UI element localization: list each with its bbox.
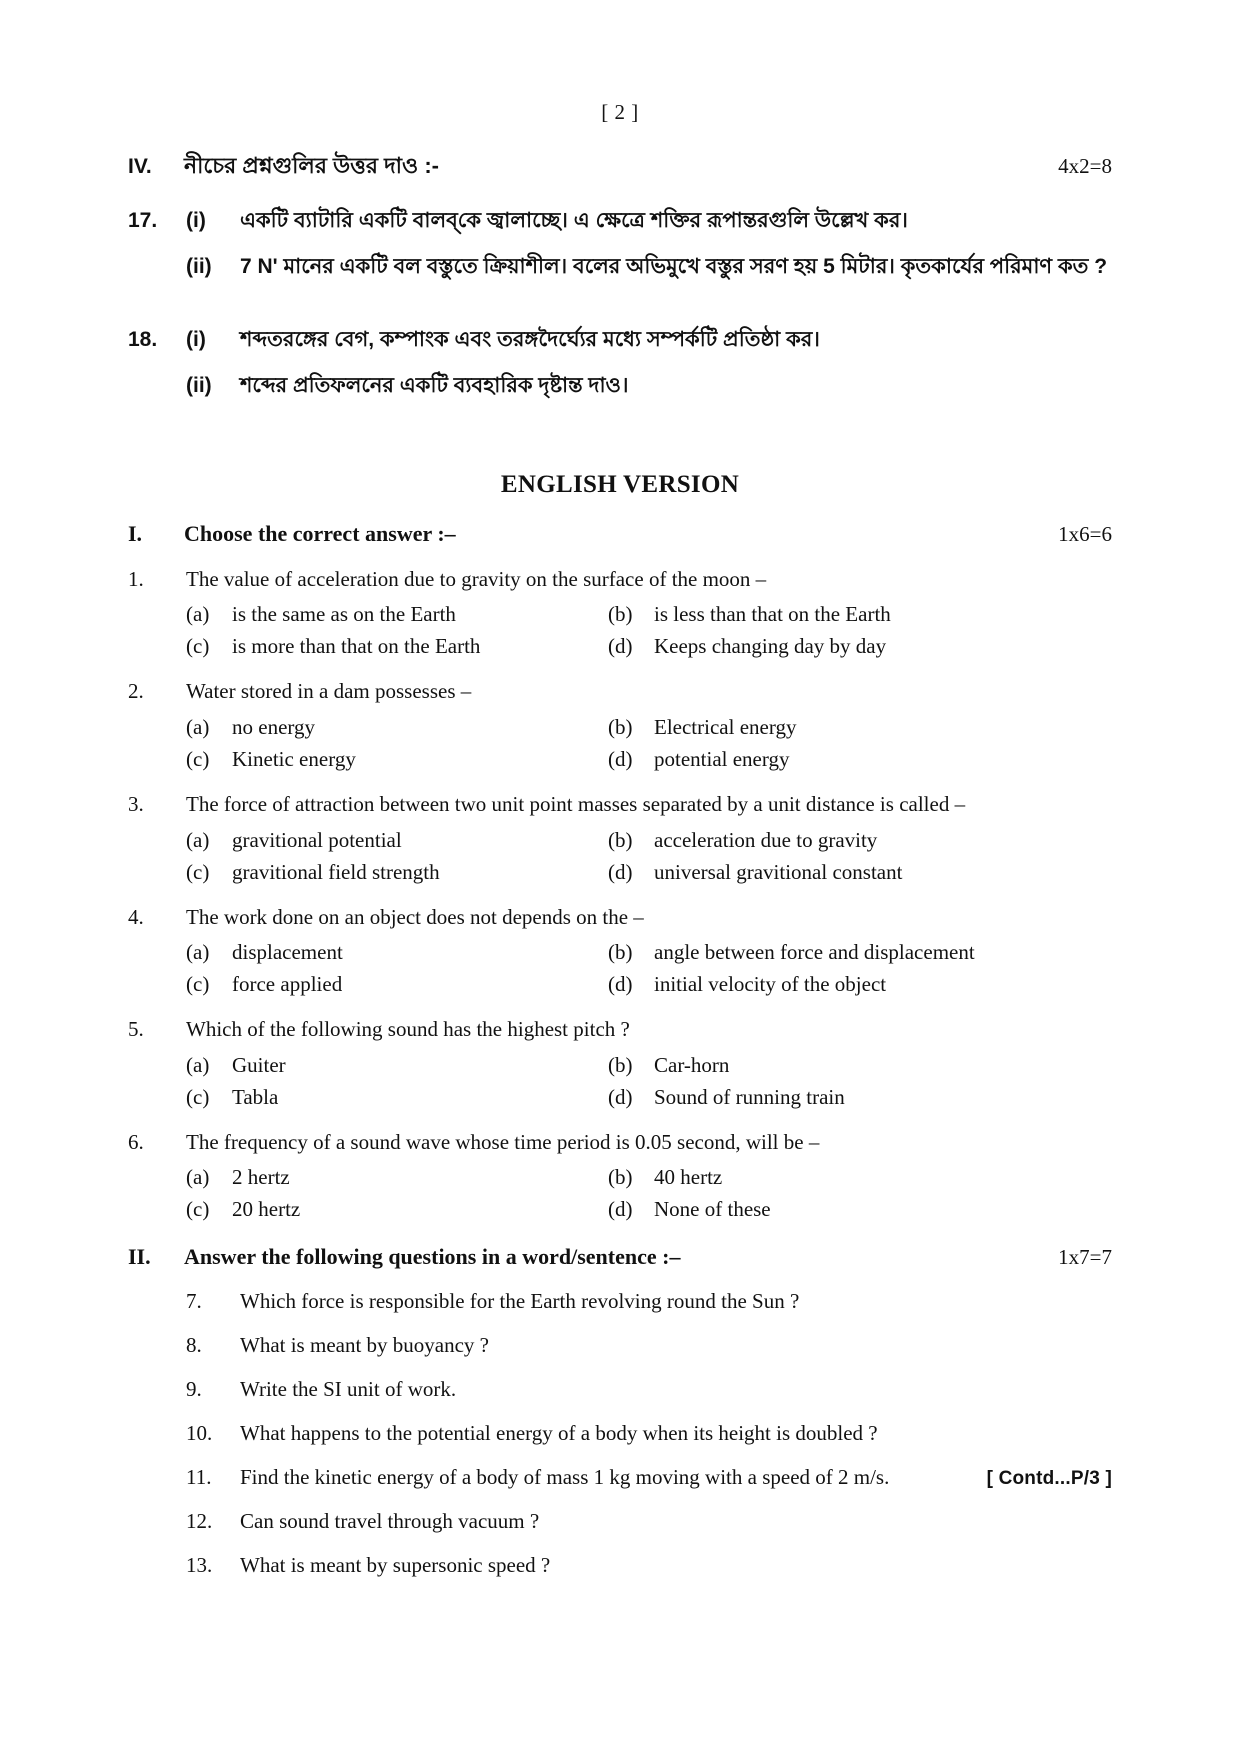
option-label: gravitional field strength (232, 859, 440, 884)
options-group (0, 1053, 1240, 1110)
question-item (0, 367, 1240, 405)
option-d[interactable] (608, 860, 1112, 885)
option-label: acceleration due to gravity (654, 827, 878, 852)
question-part-label: (ii) (186, 374, 212, 398)
options-group (0, 1165, 1240, 1222)
question-text: শব্দের প্রতিফলনের একটি ব্যবহারিক দৃষ্টান্ত দাও। (240, 374, 629, 398)
question-item (0, 788, 1240, 821)
option-key: (a) (186, 827, 210, 852)
question-number: 7. (186, 1289, 202, 1314)
list-item (0, 1421, 1240, 1446)
option-label: Kinetic energy (232, 747, 356, 772)
section-heading-english-ii (0, 1244, 1240, 1270)
section-title-text: Answer the following questions in a word/sentence :– (184, 1244, 681, 1270)
option-label: Keeps changing day by day (654, 634, 887, 659)
option-label: Car-horn (654, 1052, 730, 1077)
question-text: The value of acceleration due to gravity on the surface of the moon – (186, 566, 767, 591)
question-number: 1. (128, 566, 144, 591)
question-text: Can sound travel through vacuum ? (240, 1509, 540, 1534)
question-text: 7 N' মানের একটি বল বস্তুতে ক্রিয়াশীল। বলের অভিমুখে বস্তুর সরণ হয় 5 মিটার। কৃতকার্যের পরিমাণ কত ? (240, 254, 1108, 278)
option-key: (b) (608, 1165, 633, 1190)
list-item (0, 1289, 1240, 1314)
option-key: (b) (608, 1052, 633, 1077)
question-text: The force of attraction between two unit point masses separated by a unit distance is called – (186, 792, 966, 817)
option-d[interactable] (608, 1085, 1112, 1110)
option-key: (a) (186, 1165, 210, 1190)
question-number: 4. (128, 904, 144, 929)
option-d[interactable] (608, 634, 1112, 659)
option-key: (b) (608, 715, 633, 740)
options-row (186, 634, 1112, 659)
question-number: 11. (186, 1465, 212, 1490)
option-key: (d) (608, 972, 633, 997)
options-row (186, 828, 1112, 853)
options-row (186, 1165, 1112, 1190)
option-label: universal gravitional constant (654, 859, 903, 884)
question-text: What is meant by supersonic speed ? (240, 1553, 551, 1578)
options-row (186, 747, 1112, 772)
option-key: (c) (186, 747, 210, 772)
option-key: (c) (186, 634, 210, 659)
section-roman-numeral: II. (128, 1244, 151, 1270)
option-key: (d) (608, 859, 633, 884)
question-part-label: (ii) (186, 254, 212, 278)
question-text: Which force is responsible for the Earth revolving round the Sun ? (240, 1289, 800, 1314)
option-key: (d) (608, 634, 633, 659)
option-b[interactable] (608, 1165, 1112, 1190)
question-number: 3. (128, 792, 144, 817)
option-key: (c) (186, 1197, 210, 1222)
option-key: (a) (186, 602, 210, 627)
question-part-label: (i) (186, 328, 206, 352)
option-c[interactable] (186, 1197, 608, 1222)
options-row (186, 860, 1112, 885)
question-text: Find the kinetic energy of a body of mass 1 kg moving with a speed of 2 m/s. (240, 1465, 890, 1490)
question-number: 13. (186, 1553, 213, 1578)
question-item (0, 1126, 1240, 1159)
spacer (0, 285, 1240, 305)
question-number: 12. (186, 1509, 213, 1534)
option-key: (c) (186, 859, 210, 884)
option-label: is the same as on the Earth (232, 602, 456, 627)
section-marks: 1x6=6 (1058, 521, 1112, 546)
options-row (186, 940, 1112, 965)
question-number: 2. (128, 679, 144, 704)
list-item (0, 1333, 1240, 1358)
question-text: Water stored in a dam possesses – (186, 679, 472, 704)
option-key: (b) (608, 940, 633, 965)
section-heading-bengali-iv (0, 147, 1240, 186)
option-a[interactable] (186, 715, 608, 740)
question-number: 8. (186, 1333, 202, 1358)
page-footer-continued: [ Contd...P/3 ] (986, 1468, 1112, 1489)
options-row (186, 602, 1112, 627)
option-label: gravitional potential (232, 827, 402, 852)
options-group (0, 602, 1240, 659)
option-key: (a) (186, 1052, 210, 1077)
page-number: [ 2 ] (601, 100, 639, 124)
option-b[interactable] (608, 715, 1112, 740)
option-key: (c) (186, 1084, 210, 1109)
option-key: (a) (186, 715, 210, 740)
option-label: angle between force and displacement (654, 940, 975, 965)
option-c[interactable] (186, 1085, 608, 1110)
option-a[interactable] (186, 602, 608, 627)
option-b[interactable] (608, 602, 1112, 627)
option-label: displacement (232, 940, 343, 965)
option-c[interactable] (186, 634, 608, 659)
option-label: is more than that on the Earth (232, 634, 481, 659)
option-d[interactable] (608, 747, 1112, 772)
option-label: initial velocity of the object (654, 972, 887, 997)
options-row (186, 715, 1112, 740)
question-number: 5. (128, 1017, 144, 1042)
option-c[interactable] (186, 860, 608, 885)
question-item (0, 248, 1240, 286)
section-roman-numeral: IV. (128, 155, 152, 178)
question-part-label: (i) (186, 208, 206, 232)
option-a[interactable] (186, 1165, 608, 1190)
option-label: Sound of running train (654, 1084, 845, 1109)
option-label: no energy (232, 715, 316, 740)
option-d[interactable] (608, 1197, 1112, 1222)
question-text: The work done on an object does not depends on the – (186, 904, 644, 929)
option-key: (d) (608, 1197, 633, 1222)
option-label: 2 hertz (232, 1165, 290, 1190)
option-key: (d) (608, 747, 633, 772)
option-label: force applied (232, 972, 343, 997)
options-row (186, 1085, 1112, 1110)
question-number: 9. (186, 1377, 202, 1402)
section-marks: 4x2=8 (1058, 154, 1112, 178)
question-item (0, 901, 1240, 934)
section-title-text: Choose the correct answer :– (184, 520, 456, 546)
question-text: শব্দতরঙ্গের বেগ, কম্পাংক এবং তরঙ্গদৈর্ঘ্যের মধ্যে সম্পর্কটি প্রতিষ্ঠা কর। (240, 328, 820, 352)
section-title-text: নীচের প্রশ্নগুলির উত্তর দাও :- (184, 153, 440, 178)
option-b[interactable] (608, 1053, 1112, 1078)
option-label: 20 hertz (232, 1197, 301, 1222)
question-text: একটি ব্যাটারি একটি বালব্‌কে জ্বালাচ্ছে। এ ক্ষেত্রে শক্তির রূপান্তরগুলি উল্লেখ কর। (240, 208, 908, 232)
option-a[interactable] (186, 940, 608, 965)
option-a[interactable] (186, 1053, 608, 1078)
list-item (0, 1553, 1240, 1578)
options-row (186, 1053, 1112, 1078)
option-c[interactable] (186, 747, 608, 772)
question-item (0, 563, 1240, 596)
option-key: (d) (608, 1084, 633, 1109)
question-text: Write the SI unit of work. (240, 1377, 457, 1402)
option-key: (b) (608, 827, 633, 852)
section-roman-numeral: I. (128, 520, 143, 546)
options-row (186, 972, 1112, 997)
option-label: 40 hertz (654, 1165, 723, 1190)
question-item (0, 675, 1240, 708)
question-text: What happens to the potential energy of a body when its height is doubled ? (240, 1421, 878, 1446)
option-a[interactable] (186, 828, 608, 853)
question-text: What is meant by buoyancy ? (240, 1333, 490, 1358)
english-version-title: ENGLISH VERSION (500, 470, 740, 498)
option-b[interactable] (608, 940, 1112, 965)
question-number: 17. (128, 208, 158, 232)
option-label: Guiter (232, 1052, 286, 1077)
section-marks: 1x7=7 (1058, 1245, 1112, 1270)
option-label: potential energy (654, 747, 790, 772)
question-item (0, 1013, 1240, 1046)
option-label: Tabla (232, 1084, 279, 1109)
question-number: 10. (186, 1421, 213, 1446)
question-text: The frequency of a sound wave whose time period is 0.05 second, will be – (186, 1129, 820, 1154)
option-key: (b) (608, 602, 633, 627)
list-item (0, 1377, 1240, 1402)
options-group (0, 940, 1240, 997)
options-group (0, 828, 1240, 885)
question-item (0, 321, 1240, 359)
question-item (0, 202, 1240, 240)
option-b[interactable] (608, 828, 1112, 853)
option-label: Electrical energy (654, 715, 797, 740)
option-d[interactable] (608, 972, 1112, 997)
option-c[interactable] (186, 972, 608, 997)
option-label: is less than that on the Earth (654, 602, 891, 627)
list-item (0, 1509, 1240, 1534)
question-number: 18. (128, 328, 158, 352)
question-text: Which of the following sound has the highest pitch ? (186, 1017, 630, 1042)
question-number: 6. (128, 1129, 144, 1154)
section-heading-english-i (0, 521, 1240, 547)
option-label: None of these (654, 1197, 771, 1222)
options-group (0, 715, 1240, 772)
options-row (186, 1197, 1112, 1222)
option-key: (a) (186, 940, 210, 965)
option-key: (c) (186, 972, 210, 997)
